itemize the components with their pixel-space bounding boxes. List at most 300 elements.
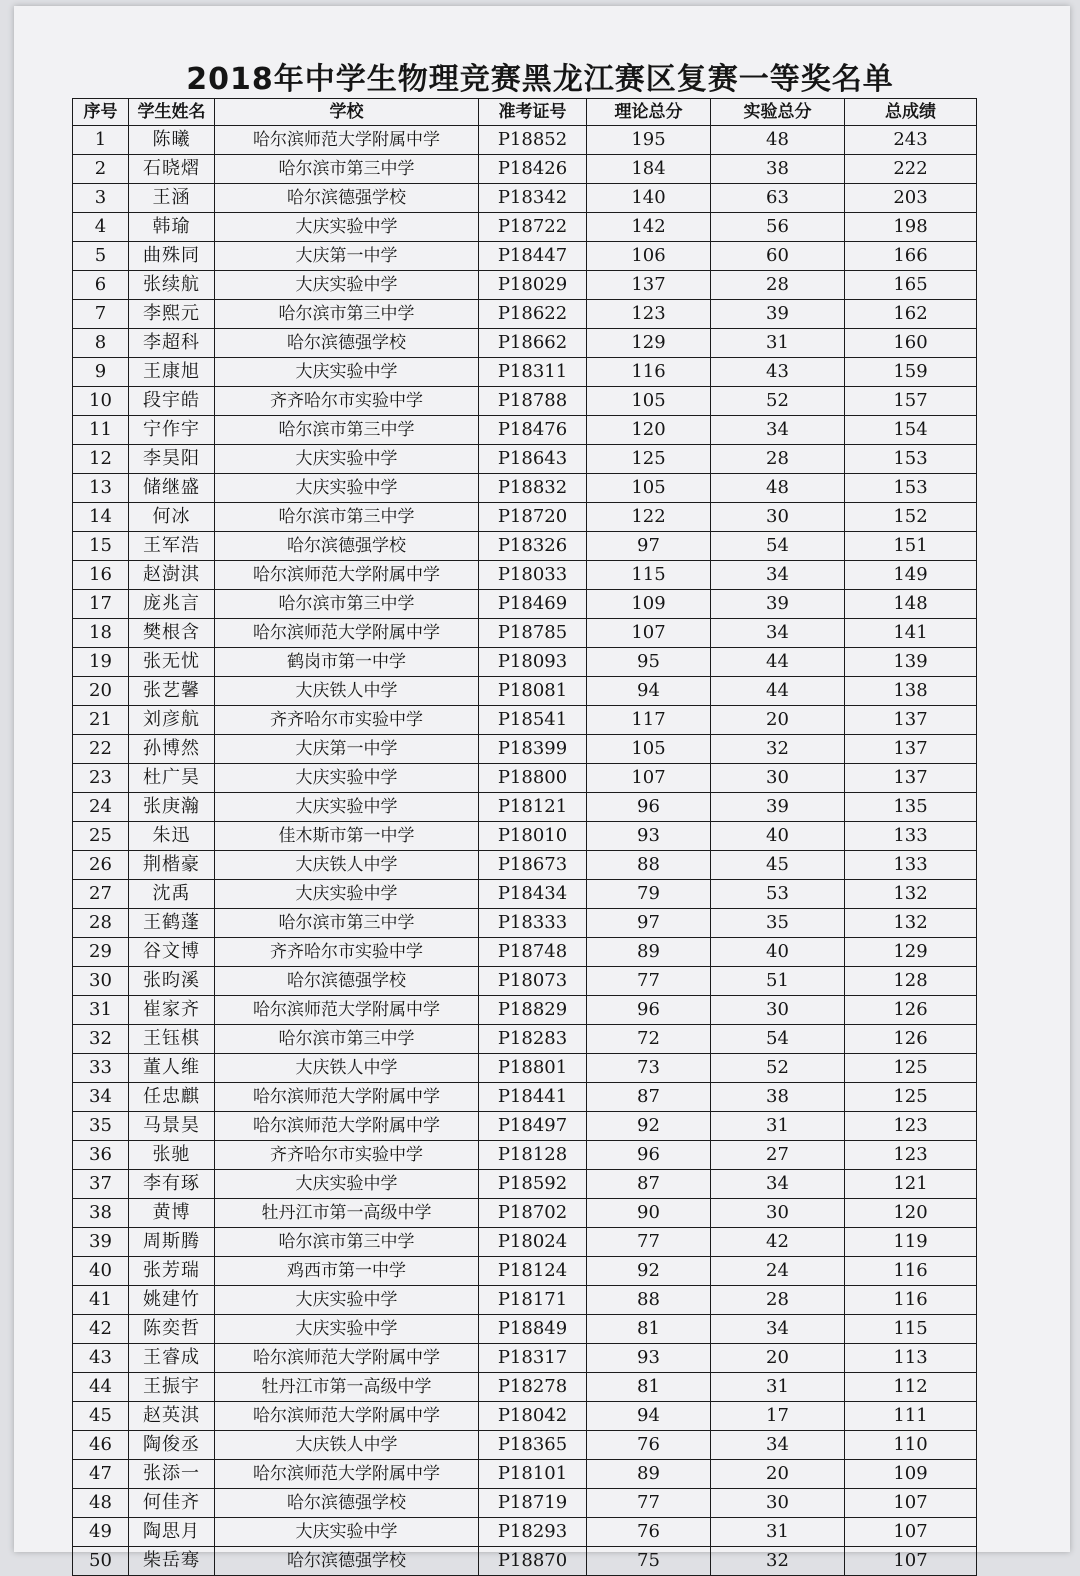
cell-exam-id: P18399 bbox=[479, 735, 587, 764]
cell-exam-id: P18829 bbox=[479, 996, 587, 1025]
cell-theory-score: 125 bbox=[587, 445, 711, 474]
cell-school: 大庆第一中学 bbox=[215, 242, 479, 271]
table-row bbox=[73, 822, 977, 851]
cell-total-score: 137 bbox=[845, 706, 977, 735]
cell-total-score: 132 bbox=[845, 880, 977, 909]
cell-theory-score: 142 bbox=[587, 213, 711, 242]
cell-school: 哈尔滨德强学校 bbox=[215, 532, 479, 561]
cell-student-name: 沈禹 bbox=[129, 880, 215, 909]
cell-index: 19 bbox=[73, 648, 129, 677]
cell-theory-score: 77 bbox=[587, 1228, 711, 1257]
col-header-lab-score: 实验总分 bbox=[711, 99, 845, 126]
cell-student-name: 韩瑜 bbox=[129, 213, 215, 242]
cell-student-name: 张续航 bbox=[129, 271, 215, 300]
cell-lab-score: 45 bbox=[711, 851, 845, 880]
cell-total-score: 132 bbox=[845, 909, 977, 938]
table-row bbox=[73, 1083, 977, 1112]
cell-exam-id: P18426 bbox=[479, 155, 587, 184]
cell-student-name: 曲殊同 bbox=[129, 242, 215, 271]
table-row bbox=[73, 1228, 977, 1257]
cell-school: 大庆第一中学 bbox=[215, 735, 479, 764]
cell-exam-id: P18541 bbox=[479, 706, 587, 735]
cell-exam-id: P18033 bbox=[479, 561, 587, 590]
cell-student-name: 李有琢 bbox=[129, 1170, 215, 1199]
cell-theory-score: 140 bbox=[587, 184, 711, 213]
table-row bbox=[73, 706, 977, 735]
cell-student-name: 崔家齐 bbox=[129, 996, 215, 1025]
table-row bbox=[73, 648, 977, 677]
cell-student-name: 李熙元 bbox=[129, 300, 215, 329]
cell-school: 大庆实验中学 bbox=[215, 880, 479, 909]
cell-student-name: 谷文博 bbox=[129, 938, 215, 967]
cell-index: 50 bbox=[73, 1547, 129, 1576]
col-header-total-score: 总成绩 bbox=[845, 99, 977, 126]
cell-student-name: 宁作宇 bbox=[129, 416, 215, 445]
cell-lab-score: 63 bbox=[711, 184, 845, 213]
cell-total-score: 116 bbox=[845, 1257, 977, 1286]
cell-student-name: 朱迅 bbox=[129, 822, 215, 851]
table-row bbox=[73, 445, 977, 474]
cell-index: 40 bbox=[73, 1257, 129, 1286]
cell-theory-score: 87 bbox=[587, 1170, 711, 1199]
cell-theory-score: 92 bbox=[587, 1112, 711, 1141]
cell-student-name: 刘彦航 bbox=[129, 706, 215, 735]
cell-total-score: 115 bbox=[845, 1315, 977, 1344]
cell-school: 大庆铁人中学 bbox=[215, 1054, 479, 1083]
cell-school: 哈尔滨市第三中学 bbox=[215, 300, 479, 329]
cell-theory-score: 195 bbox=[587, 126, 711, 155]
table-row bbox=[73, 358, 977, 387]
cell-exam-id: P18447 bbox=[479, 242, 587, 271]
cell-index: 37 bbox=[73, 1170, 129, 1199]
cell-student-name: 张芳瑞 bbox=[129, 1257, 215, 1286]
cell-student-name: 张艺馨 bbox=[129, 677, 215, 706]
cell-school: 哈尔滨德强学校 bbox=[215, 1547, 479, 1576]
cell-theory-score: 96 bbox=[587, 996, 711, 1025]
cell-exam-id: P18010 bbox=[479, 822, 587, 851]
cell-exam-id: P18311 bbox=[479, 358, 587, 387]
cell-theory-score: 75 bbox=[587, 1547, 711, 1576]
cell-school: 大庆实验中学 bbox=[215, 1315, 479, 1344]
cell-index: 29 bbox=[73, 938, 129, 967]
cell-index: 8 bbox=[73, 329, 129, 358]
cell-school: 大庆实验中学 bbox=[215, 474, 479, 503]
cell-total-score: 198 bbox=[845, 213, 977, 242]
cell-theory-score: 107 bbox=[587, 619, 711, 648]
cell-lab-score: 32 bbox=[711, 735, 845, 764]
cell-school: 哈尔滨市第三中学 bbox=[215, 503, 479, 532]
cell-school: 哈尔滨师范大学附属中学 bbox=[215, 619, 479, 648]
cell-student-name: 马景昊 bbox=[129, 1112, 215, 1141]
cell-student-name: 王睿成 bbox=[129, 1344, 215, 1373]
cell-theory-score: 72 bbox=[587, 1025, 711, 1054]
cell-index: 28 bbox=[73, 909, 129, 938]
cell-student-name: 王军浩 bbox=[129, 532, 215, 561]
cell-index: 38 bbox=[73, 1199, 129, 1228]
cell-total-score: 110 bbox=[845, 1431, 977, 1460]
cell-theory-score: 89 bbox=[587, 1460, 711, 1489]
cell-school: 哈尔滨市第三中学 bbox=[215, 416, 479, 445]
cell-total-score: 154 bbox=[845, 416, 977, 445]
cell-student-name: 何佳齐 bbox=[129, 1489, 215, 1518]
cell-index: 3 bbox=[73, 184, 129, 213]
cell-theory-score: 115 bbox=[587, 561, 711, 590]
cell-exam-id: P18497 bbox=[479, 1112, 587, 1141]
cell-exam-id: P18720 bbox=[479, 503, 587, 532]
cell-exam-id: P18643 bbox=[479, 445, 587, 474]
cell-student-name: 赵英淇 bbox=[129, 1402, 215, 1431]
table-row bbox=[73, 590, 977, 619]
cell-student-name: 王康旭 bbox=[129, 358, 215, 387]
cell-index: 30 bbox=[73, 967, 129, 996]
cell-lab-score: 39 bbox=[711, 300, 845, 329]
cell-lab-score: 31 bbox=[711, 1518, 845, 1547]
cell-theory-score: 93 bbox=[587, 1344, 711, 1373]
cell-exam-id: P18662 bbox=[479, 329, 587, 358]
cell-index: 23 bbox=[73, 764, 129, 793]
cell-exam-id: P18128 bbox=[479, 1141, 587, 1170]
cell-theory-score: 96 bbox=[587, 793, 711, 822]
cell-total-score: 112 bbox=[845, 1373, 977, 1402]
cell-lab-score: 40 bbox=[711, 822, 845, 851]
table-row bbox=[73, 126, 977, 155]
col-header-index: 序号 bbox=[73, 99, 129, 126]
table-row bbox=[73, 764, 977, 793]
cell-exam-id: P18365 bbox=[479, 1431, 587, 1460]
cell-exam-id: P18719 bbox=[479, 1489, 587, 1518]
cell-lab-score: 24 bbox=[711, 1257, 845, 1286]
col-header-theory-score: 理论总分 bbox=[587, 99, 711, 126]
cell-index: 45 bbox=[73, 1402, 129, 1431]
cell-school: 哈尔滨师范大学附属中学 bbox=[215, 126, 479, 155]
cell-student-name: 陈奕哲 bbox=[129, 1315, 215, 1344]
cell-student-name: 樊根含 bbox=[129, 619, 215, 648]
cell-index: 31 bbox=[73, 996, 129, 1025]
cell-exam-id: P18748 bbox=[479, 938, 587, 967]
table-row bbox=[73, 1460, 977, 1489]
cell-total-score: 166 bbox=[845, 242, 977, 271]
cell-index: 6 bbox=[73, 271, 129, 300]
cell-school: 齐齐哈尔市实验中学 bbox=[215, 706, 479, 735]
cell-exam-id: P18852 bbox=[479, 126, 587, 155]
cell-lab-score: 44 bbox=[711, 677, 845, 706]
cell-theory-score: 87 bbox=[587, 1083, 711, 1112]
table-row bbox=[73, 1112, 977, 1141]
cell-student-name: 赵澍淇 bbox=[129, 561, 215, 590]
cell-school: 大庆实验中学 bbox=[215, 358, 479, 387]
table-row bbox=[73, 1547, 977, 1576]
cell-index: 9 bbox=[73, 358, 129, 387]
cell-exam-id: P18441 bbox=[479, 1083, 587, 1112]
cell-theory-score: 88 bbox=[587, 1286, 711, 1315]
cell-index: 22 bbox=[73, 735, 129, 764]
cell-lab-score: 20 bbox=[711, 1460, 845, 1489]
cell-school: 牡丹江市第一高级中学 bbox=[215, 1199, 479, 1228]
cell-school: 齐齐哈尔市实验中学 bbox=[215, 387, 479, 416]
cell-lab-score: 34 bbox=[711, 619, 845, 648]
table-row bbox=[73, 1199, 977, 1228]
cell-exam-id: P18342 bbox=[479, 184, 587, 213]
cell-exam-id: P18101 bbox=[479, 1460, 587, 1489]
cell-total-score: 153 bbox=[845, 474, 977, 503]
cell-school: 大庆实验中学 bbox=[215, 445, 479, 474]
cell-student-name: 柴岳骞 bbox=[129, 1547, 215, 1576]
table-row bbox=[73, 793, 977, 822]
cell-index: 1 bbox=[73, 126, 129, 155]
cell-index: 39 bbox=[73, 1228, 129, 1257]
cell-total-score: 157 bbox=[845, 387, 977, 416]
cell-lab-score: 54 bbox=[711, 1025, 845, 1054]
cell-school: 大庆实验中学 bbox=[215, 213, 479, 242]
cell-index: 32 bbox=[73, 1025, 129, 1054]
cell-exam-id: P18317 bbox=[479, 1344, 587, 1373]
cell-lab-score: 35 bbox=[711, 909, 845, 938]
cell-exam-id: P18800 bbox=[479, 764, 587, 793]
col-header-exam-id: 准考证号 bbox=[479, 99, 587, 126]
cell-lab-score: 34 bbox=[711, 561, 845, 590]
table-row bbox=[73, 1315, 977, 1344]
cell-school: 大庆铁人中学 bbox=[215, 851, 479, 880]
cell-exam-id: P18469 bbox=[479, 590, 587, 619]
cell-theory-score: 89 bbox=[587, 938, 711, 967]
cell-theory-score: 117 bbox=[587, 706, 711, 735]
cell-school: 哈尔滨师范大学附属中学 bbox=[215, 1083, 479, 1112]
cell-total-score: 121 bbox=[845, 1170, 977, 1199]
table-row bbox=[73, 300, 977, 329]
cell-exam-id: P18024 bbox=[479, 1228, 587, 1257]
cell-student-name: 杜广昊 bbox=[129, 764, 215, 793]
cell-theory-score: 88 bbox=[587, 851, 711, 880]
cell-total-score: 109 bbox=[845, 1460, 977, 1489]
cell-lab-score: 39 bbox=[711, 793, 845, 822]
cell-school: 大庆实验中学 bbox=[215, 764, 479, 793]
cell-total-score: 116 bbox=[845, 1286, 977, 1315]
cell-lab-score: 52 bbox=[711, 1054, 845, 1083]
cell-index: 34 bbox=[73, 1083, 129, 1112]
cell-school: 哈尔滨师范大学附属中学 bbox=[215, 561, 479, 590]
cell-total-score: 135 bbox=[845, 793, 977, 822]
cell-exam-id: P18702 bbox=[479, 1199, 587, 1228]
cell-theory-score: 123 bbox=[587, 300, 711, 329]
cell-total-score: 133 bbox=[845, 822, 977, 851]
cell-total-score: 123 bbox=[845, 1112, 977, 1141]
cell-student-name: 王涵 bbox=[129, 184, 215, 213]
table-row bbox=[73, 1286, 977, 1315]
cell-theory-score: 97 bbox=[587, 532, 711, 561]
cell-exam-id: P18849 bbox=[479, 1315, 587, 1344]
cell-total-score: 139 bbox=[845, 648, 977, 677]
cell-exam-id: P18278 bbox=[479, 1373, 587, 1402]
table-row bbox=[73, 1344, 977, 1373]
cell-total-score: 107 bbox=[845, 1518, 977, 1547]
cell-school: 鹤岗市第一中学 bbox=[215, 648, 479, 677]
table-row bbox=[73, 909, 977, 938]
cell-index: 14 bbox=[73, 503, 129, 532]
table-row bbox=[73, 1257, 977, 1286]
cell-school: 齐齐哈尔市实验中学 bbox=[215, 938, 479, 967]
cell-total-score: 119 bbox=[845, 1228, 977, 1257]
cell-student-name: 董人维 bbox=[129, 1054, 215, 1083]
col-header-name: 学生姓名 bbox=[129, 99, 215, 126]
table-row bbox=[73, 1141, 977, 1170]
cell-index: 36 bbox=[73, 1141, 129, 1170]
cell-total-score: 126 bbox=[845, 1025, 977, 1054]
cell-exam-id: P18081 bbox=[479, 677, 587, 706]
cell-school: 哈尔滨市第三中学 bbox=[215, 1228, 479, 1257]
table-row bbox=[73, 1402, 977, 1431]
cell-lab-score: 20 bbox=[711, 706, 845, 735]
cell-student-name: 段宇皓 bbox=[129, 387, 215, 416]
table-row bbox=[73, 242, 977, 271]
cell-theory-score: 77 bbox=[587, 967, 711, 996]
cell-exam-id: P18171 bbox=[479, 1286, 587, 1315]
cell-student-name: 庞兆言 bbox=[129, 590, 215, 619]
cell-total-score: 123 bbox=[845, 1141, 977, 1170]
cell-index: 5 bbox=[73, 242, 129, 271]
cell-theory-score: 137 bbox=[587, 271, 711, 300]
cell-school: 牡丹江市第一高级中学 bbox=[215, 1373, 479, 1402]
cell-exam-id: P18476 bbox=[479, 416, 587, 445]
cell-lab-score: 34 bbox=[711, 1431, 845, 1460]
cell-student-name: 储继盛 bbox=[129, 474, 215, 503]
cell-lab-score: 42 bbox=[711, 1228, 845, 1257]
table-row bbox=[73, 851, 977, 880]
cell-index: 35 bbox=[73, 1112, 129, 1141]
cell-index: 46 bbox=[73, 1431, 129, 1460]
cell-lab-score: 27 bbox=[711, 1141, 845, 1170]
cell-index: 7 bbox=[73, 300, 129, 329]
cell-school: 哈尔滨师范大学附属中学 bbox=[215, 1460, 479, 1489]
cell-lab-score: 48 bbox=[711, 474, 845, 503]
cell-exam-id: P18293 bbox=[479, 1518, 587, 1547]
cell-index: 27 bbox=[73, 880, 129, 909]
table-row bbox=[73, 619, 977, 648]
cell-theory-score: 73 bbox=[587, 1054, 711, 1083]
cell-exam-id: P18042 bbox=[479, 1402, 587, 1431]
cell-theory-score: 77 bbox=[587, 1489, 711, 1518]
cell-school: 哈尔滨德强学校 bbox=[215, 1489, 479, 1518]
cell-theory-score: 76 bbox=[587, 1431, 711, 1460]
table-row bbox=[73, 532, 977, 561]
cell-school: 大庆实验中学 bbox=[215, 1170, 479, 1199]
cell-school: 哈尔滨德强学校 bbox=[215, 184, 479, 213]
table-row bbox=[73, 416, 977, 445]
cell-lab-score: 43 bbox=[711, 358, 845, 387]
cell-exam-id: P18801 bbox=[479, 1054, 587, 1083]
cell-index: 2 bbox=[73, 155, 129, 184]
cell-total-score: 125 bbox=[845, 1083, 977, 1112]
cell-lab-score: 28 bbox=[711, 1286, 845, 1315]
cell-total-score: 129 bbox=[845, 938, 977, 967]
cell-total-score: 113 bbox=[845, 1344, 977, 1373]
cell-total-score: 159 bbox=[845, 358, 977, 387]
cell-student-name: 张添一 bbox=[129, 1460, 215, 1489]
cell-index: 11 bbox=[73, 416, 129, 445]
table-row bbox=[73, 735, 977, 764]
cell-theory-score: 105 bbox=[587, 474, 711, 503]
cell-exam-id: P18333 bbox=[479, 909, 587, 938]
cell-school: 哈尔滨师范大学附属中学 bbox=[215, 996, 479, 1025]
cell-total-score: 138 bbox=[845, 677, 977, 706]
cell-lab-score: 52 bbox=[711, 387, 845, 416]
cell-total-score: 128 bbox=[845, 967, 977, 996]
cell-lab-score: 44 bbox=[711, 648, 845, 677]
cell-theory-score: 122 bbox=[587, 503, 711, 532]
table-row bbox=[73, 1025, 977, 1054]
cell-school: 大庆铁人中学 bbox=[215, 1431, 479, 1460]
cell-theory-score: 97 bbox=[587, 909, 711, 938]
cell-index: 47 bbox=[73, 1460, 129, 1489]
cell-lab-score: 53 bbox=[711, 880, 845, 909]
table-row bbox=[73, 967, 977, 996]
cell-school: 大庆实验中学 bbox=[215, 1518, 479, 1547]
table-row bbox=[73, 1489, 977, 1518]
cell-total-score: 151 bbox=[845, 532, 977, 561]
cell-index: 33 bbox=[73, 1054, 129, 1083]
cell-lab-score: 30 bbox=[711, 503, 845, 532]
cell-lab-score: 31 bbox=[711, 1373, 845, 1402]
cell-theory-score: 90 bbox=[587, 1199, 711, 1228]
cell-theory-score: 95 bbox=[587, 648, 711, 677]
cell-student-name: 张驰 bbox=[129, 1141, 215, 1170]
cell-total-score: 111 bbox=[845, 1402, 977, 1431]
cell-index: 15 bbox=[73, 532, 129, 561]
cell-index: 42 bbox=[73, 1315, 129, 1344]
cell-student-name: 李超科 bbox=[129, 329, 215, 358]
table-body bbox=[73, 126, 977, 1576]
cell-lab-score: 38 bbox=[711, 1083, 845, 1112]
cell-total-score: 149 bbox=[845, 561, 977, 590]
cell-exam-id: P18832 bbox=[479, 474, 587, 503]
cell-school: 哈尔滨市第三中学 bbox=[215, 909, 479, 938]
cell-school: 哈尔滨德强学校 bbox=[215, 967, 479, 996]
document-title: 2018年中学生物理竞赛黑龙江赛区复赛一等奖名单 bbox=[186, 62, 894, 97]
cell-index: 48 bbox=[73, 1489, 129, 1518]
cell-lab-score: 38 bbox=[711, 155, 845, 184]
cell-total-score: 243 bbox=[845, 126, 977, 155]
cell-student-name: 张庚瀚 bbox=[129, 793, 215, 822]
cell-exam-id: P18124 bbox=[479, 1257, 587, 1286]
cell-index: 10 bbox=[73, 387, 129, 416]
cell-index: 16 bbox=[73, 561, 129, 590]
cell-student-name: 石晓熠 bbox=[129, 155, 215, 184]
cell-theory-score: 96 bbox=[587, 1141, 711, 1170]
cell-total-score: 152 bbox=[845, 503, 977, 532]
table-row bbox=[73, 880, 977, 909]
cell-index: 44 bbox=[73, 1373, 129, 1402]
cell-theory-score: 79 bbox=[587, 880, 711, 909]
cell-index: 20 bbox=[73, 677, 129, 706]
cell-school: 佳木斯市第一中学 bbox=[215, 822, 479, 851]
cell-total-score: 107 bbox=[845, 1489, 977, 1518]
cell-lab-score: 51 bbox=[711, 967, 845, 996]
cell-theory-score: 94 bbox=[587, 1402, 711, 1431]
cell-student-name: 王钰棋 bbox=[129, 1025, 215, 1054]
cell-exam-id: P18283 bbox=[479, 1025, 587, 1054]
cell-theory-score: 94 bbox=[587, 677, 711, 706]
cell-lab-score: 40 bbox=[711, 938, 845, 967]
cell-exam-id: P18121 bbox=[479, 793, 587, 822]
cell-exam-id: P18673 bbox=[479, 851, 587, 880]
cell-theory-score: 105 bbox=[587, 387, 711, 416]
cell-lab-score: 54 bbox=[711, 532, 845, 561]
cell-theory-score: 76 bbox=[587, 1518, 711, 1547]
award-table bbox=[72, 98, 977, 1576]
cell-exam-id: P18622 bbox=[479, 300, 587, 329]
cell-total-score: 141 bbox=[845, 619, 977, 648]
cell-exam-id: P18788 bbox=[479, 387, 587, 416]
cell-total-score: 107 bbox=[845, 1547, 977, 1576]
